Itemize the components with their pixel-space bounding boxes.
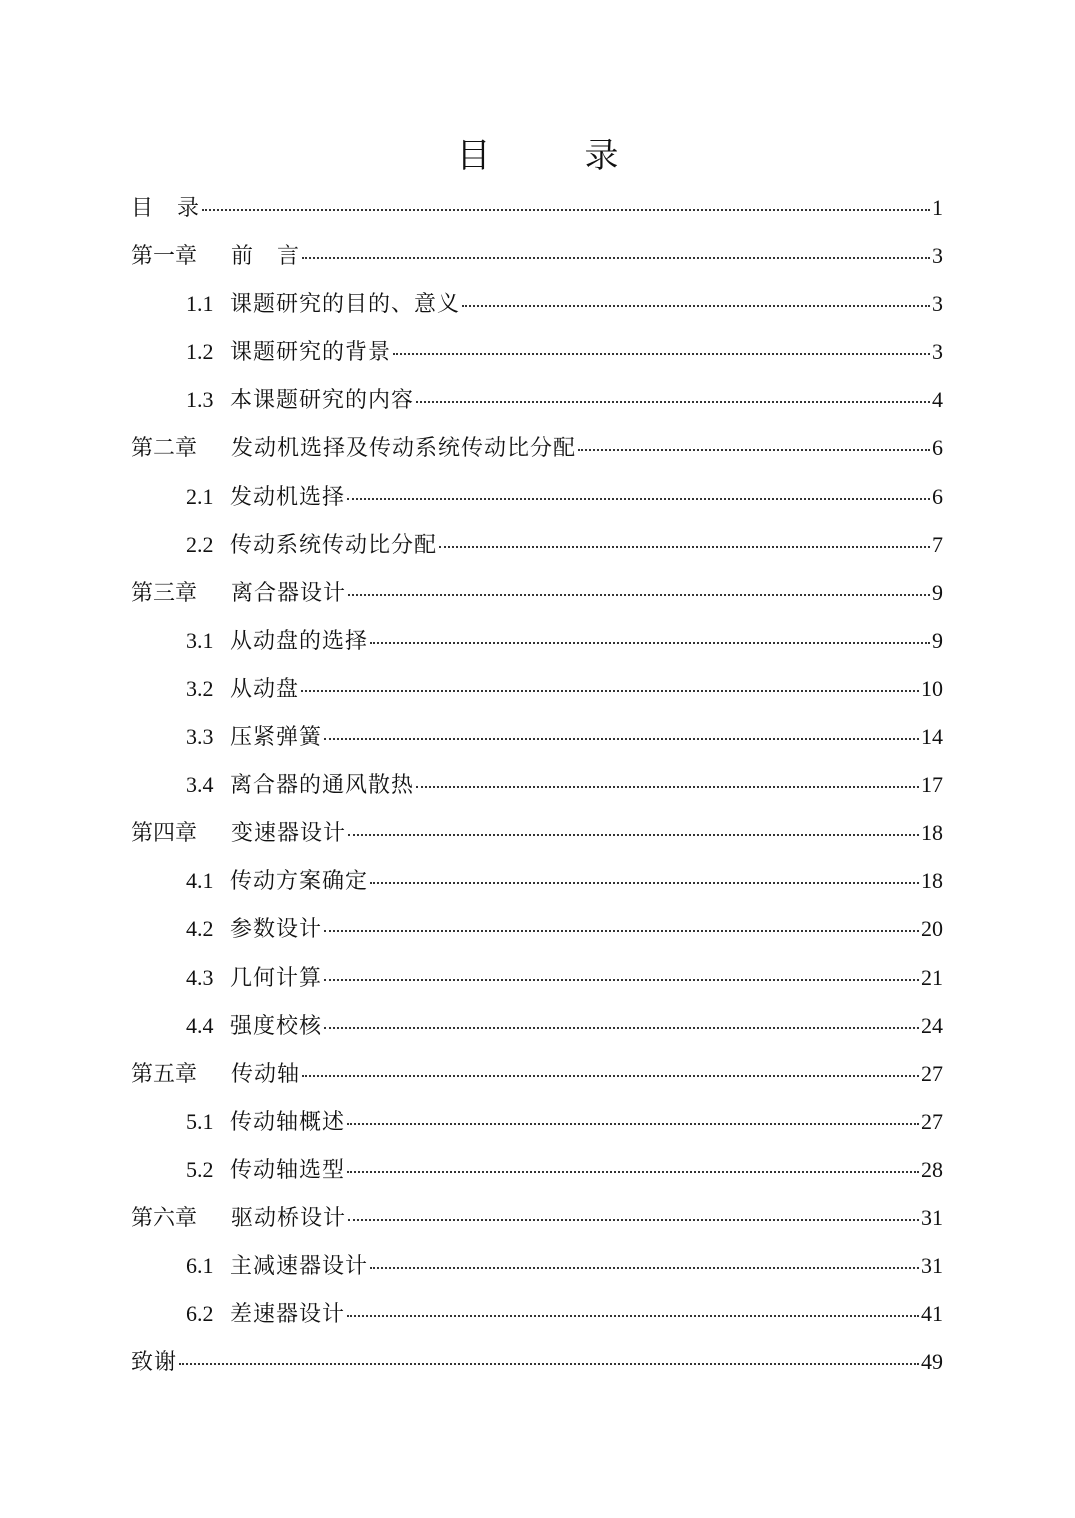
toc-section-entry[interactable]: [131, 905, 943, 953]
entry-heading: 课题研究的目的、意义: [230, 292, 461, 318]
page-number: 10: [921, 675, 943, 701]
section-number: 2.2: [186, 531, 214, 557]
toc-chapter-entry[interactable]: [131, 184, 943, 232]
section-number: 4.4: [186, 1012, 214, 1038]
toc-section-entry[interactable]: [131, 617, 943, 665]
section-number: 3.2: [186, 675, 214, 701]
page-number: 9: [932, 579, 943, 605]
section-number: 1.2: [186, 339, 214, 365]
page-number: 14: [921, 724, 943, 750]
page-number: 24: [921, 1012, 943, 1038]
page-number: 6: [932, 435, 943, 461]
toc-section-entry[interactable]: [131, 761, 943, 809]
page-number: 18: [921, 820, 943, 846]
page-number: 3: [932, 243, 943, 269]
page-number: 27: [921, 1108, 943, 1134]
entry-heading: 传动系统传动比分配: [230, 532, 438, 558]
toc-list: [131, 184, 943, 1386]
entry-heading: 从动盘的选择: [230, 628, 369, 654]
entry-heading: 发动机选择及传动系统传动比分配: [231, 436, 577, 462]
section-number: 6.2: [186, 1301, 214, 1327]
page-number: 6: [932, 483, 943, 509]
toc-section-entry[interactable]: [131, 328, 943, 376]
dot-leader: [347, 1109, 919, 1125]
entry-heading: 传动轴概述: [230, 1109, 346, 1135]
dot-leader: [324, 965, 919, 981]
toc-section-entry[interactable]: [131, 857, 943, 905]
toc-section-entry[interactable]: [131, 954, 943, 1002]
section-number: 3.3: [186, 724, 214, 750]
entry-heading: 变速器设计: [231, 821, 347, 847]
toc-chapter-entry[interactable]: [131, 424, 943, 472]
toc-section-entry[interactable]: [131, 1098, 943, 1146]
page-number: 17: [921, 772, 943, 798]
toc-chapter-entry[interactable]: [131, 232, 943, 280]
page-number: 18: [921, 868, 943, 894]
page-number: 7: [932, 531, 943, 557]
page-number: 20: [921, 916, 943, 942]
toc-section-entry[interactable]: [131, 713, 943, 761]
entry-heading: 几何计算: [230, 965, 323, 991]
page-number: 27: [921, 1060, 943, 1086]
dot-leader: [370, 628, 930, 644]
section-number: 4.1: [186, 868, 214, 894]
chapter-label: 第四章: [131, 821, 198, 847]
page-number: 31: [921, 1253, 943, 1279]
dot-leader: [179, 1349, 919, 1365]
page-number: 31: [921, 1204, 943, 1230]
section-number: 3.4: [186, 772, 214, 798]
entry-heading: 压紧弹簧: [230, 725, 323, 751]
toc-chapter-entry[interactable]: [131, 1194, 943, 1242]
entry-heading: 从动盘: [230, 676, 300, 702]
dot-leader: [348, 580, 930, 596]
toc-section-entry[interactable]: [131, 1002, 943, 1050]
page-number: 9: [932, 627, 943, 653]
toc-section-entry[interactable]: [131, 1242, 943, 1290]
section-number: 1.1: [186, 291, 214, 317]
entry-heading: 离合器设计: [231, 580, 347, 606]
entry-heading: 前 言: [231, 244, 301, 270]
entry-heading: 传动轴选型: [230, 1157, 346, 1183]
toc-section-entry[interactable]: [131, 473, 943, 521]
dot-leader: [324, 916, 919, 932]
toc-section-entry[interactable]: [131, 521, 943, 569]
dot-leader: [578, 435, 930, 451]
dot-leader: [347, 484, 930, 500]
toc-chapter-entry[interactable]: [131, 1050, 943, 1098]
page-number: 3: [932, 291, 943, 317]
section-number: 1.3: [186, 387, 214, 413]
toc-chapter-entry[interactable]: [131, 569, 943, 617]
page-number: 1: [932, 195, 943, 220]
entry-heading: 差速器设计: [230, 1302, 346, 1328]
dot-leader: [393, 339, 930, 355]
entry-heading: 主减速器设计: [230, 1254, 369, 1280]
toc-section-entry[interactable]: [131, 1290, 943, 1338]
dot-leader: [370, 1253, 919, 1269]
dot-leader: [202, 195, 930, 211]
dot-leader: [348, 1205, 919, 1221]
page-number: 4: [932, 387, 943, 413]
dot-leader: [347, 1157, 919, 1173]
entry-heading: 课题研究的背景: [230, 340, 392, 366]
toc-chapter-entry[interactable]: [131, 809, 943, 857]
dot-leader: [347, 1301, 919, 1317]
section-number: 6.1: [186, 1253, 214, 1279]
entry-heading: 参数设计: [230, 917, 323, 943]
dot-leader: [302, 243, 930, 259]
page-number: 49: [921, 1349, 943, 1375]
page-number: 3: [932, 339, 943, 365]
entry-heading: 目 录: [131, 196, 201, 221]
dot-leader: [416, 387, 930, 403]
section-number: 4.3: [186, 964, 214, 990]
entry-heading: 强度校核: [230, 1013, 323, 1039]
page-number: 41: [921, 1301, 943, 1327]
page-title: 目 录: [456, 136, 649, 176]
dot-leader: [324, 1013, 919, 1029]
dot-leader: [302, 1061, 919, 1077]
chapter-label: 第三章: [131, 580, 198, 606]
dot-leader: [462, 291, 930, 307]
dot-leader: [348, 820, 919, 836]
toc-section-entry[interactable]: [131, 280, 943, 328]
entry-heading: 发动机选择: [230, 484, 346, 510]
chapter-label: 第二章: [131, 436, 198, 462]
entry-heading: 驱动桥设计: [231, 1205, 347, 1231]
chapter-label: 第一章: [131, 244, 198, 270]
section-number: 5.2: [186, 1156, 214, 1182]
entry-heading: 传动轴: [231, 1061, 301, 1087]
dot-leader: [324, 724, 919, 740]
chapter-label: 第六章: [131, 1205, 198, 1231]
entry-heading: 传动方案确定: [230, 869, 369, 895]
entry-heading: 离合器的通风散热: [230, 773, 415, 799]
dot-leader: [439, 532, 930, 548]
toc-section-entry[interactable]: [131, 1146, 943, 1194]
section-number: 4.2: [186, 916, 214, 942]
entry-heading: 致谢: [131, 1350, 178, 1376]
chapter-label: 第五章: [131, 1061, 198, 1087]
page-number: 28: [921, 1156, 943, 1182]
dot-leader: [301, 676, 919, 692]
dot-leader: [370, 868, 919, 884]
dot-leader: [416, 772, 919, 788]
toc-section-entry[interactable]: [131, 665, 943, 713]
toc-section-entry[interactable]: [131, 376, 943, 424]
section-number: 2.1: [186, 483, 214, 509]
toc-chapter-entry[interactable]: [131, 1338, 943, 1386]
section-number: 3.1: [186, 627, 214, 653]
page-number: 21: [921, 964, 943, 990]
section-number: 5.1: [186, 1108, 214, 1134]
entry-heading: 本课题研究的内容: [230, 388, 415, 414]
